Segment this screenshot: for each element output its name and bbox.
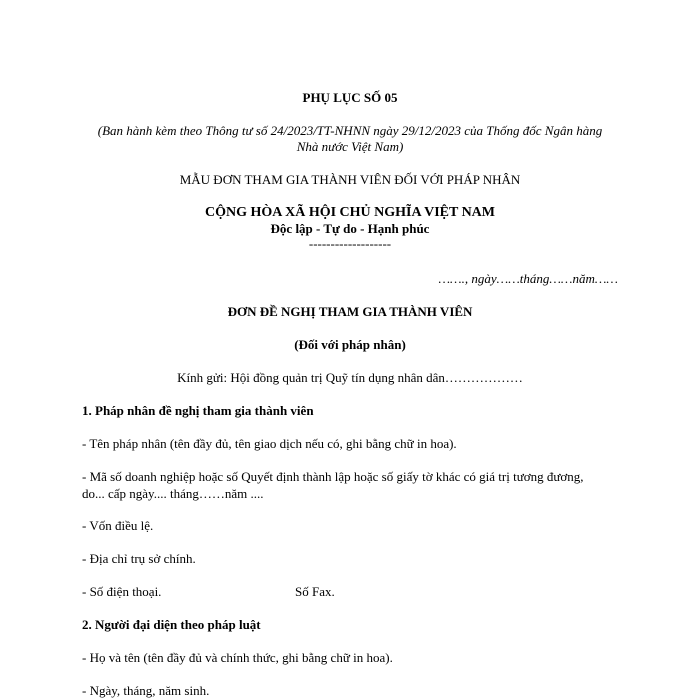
date-line: ……., ngày……tháng……năm…… [438, 271, 618, 286]
section-heading: 1. Pháp nhân đề nghị tham gia thành viên [82, 403, 314, 418]
list-item: - Ngày, tháng, năm sinh. [82, 683, 210, 698]
list-item-phone: - Số điện thoại. [82, 584, 162, 599]
national-motto: Độc lập - Tự do - Hạnh phúc [270, 221, 430, 236]
list-item: - Địa chỉ trụ sở chính. [82, 551, 196, 566]
issuance-note-line2: Nhà nước Việt Nam) [296, 139, 404, 154]
national-title: CỘNG HÒA XÃ HỘI CHỦ NGHĨA VIỆT NAM [204, 205, 495, 220]
issuance-note-line1: (Ban hành kèm theo Thông tư số 24/2023/TT-NHNN ngày 29/12/2023 của Thống đốc Ngân hàng [97, 123, 603, 138]
form-title: ĐƠN ĐỀ NGHỊ THAM GIA THÀNH VIÊN [227, 304, 473, 319]
list-item: - Vốn điều lệ. [82, 518, 154, 533]
list-item-continuation: do... cấp ngày.... tháng……năm .... [82, 486, 264, 501]
list-item: - Họ và tên (tên đầy đủ và chính thức, ghi bằng chữ in hoa). [82, 650, 393, 665]
header-separator: ------------------- [308, 236, 392, 251]
recipient-line: Kính gửi: Hội đồng quản trị Quỹ tín dụng nhân dân……………… [177, 370, 523, 385]
list-item-fax: Số Fax. [295, 584, 335, 599]
form-subtitle: (Đối với pháp nhân) [294, 337, 406, 352]
form-template-title: MẪU ĐƠN THAM GIA THÀNH VIÊN ĐỐI VỚI PHÁP NHÂN [179, 172, 521, 187]
section-heading: 2. Người đại diện theo pháp luật [82, 617, 261, 632]
appendix-title: PHỤ LỤC SỐ 05 [302, 90, 398, 105]
list-item: - Tên pháp nhân (tên đầy đủ, tên giao dịch nếu có, ghi bằng chữ in hoa). [82, 436, 457, 451]
list-item: - Mã số doanh nghiệp hoặc số Quyết định thành lập hoặc số giấy tờ khác có giá trị tương đương, [82, 469, 584, 484]
